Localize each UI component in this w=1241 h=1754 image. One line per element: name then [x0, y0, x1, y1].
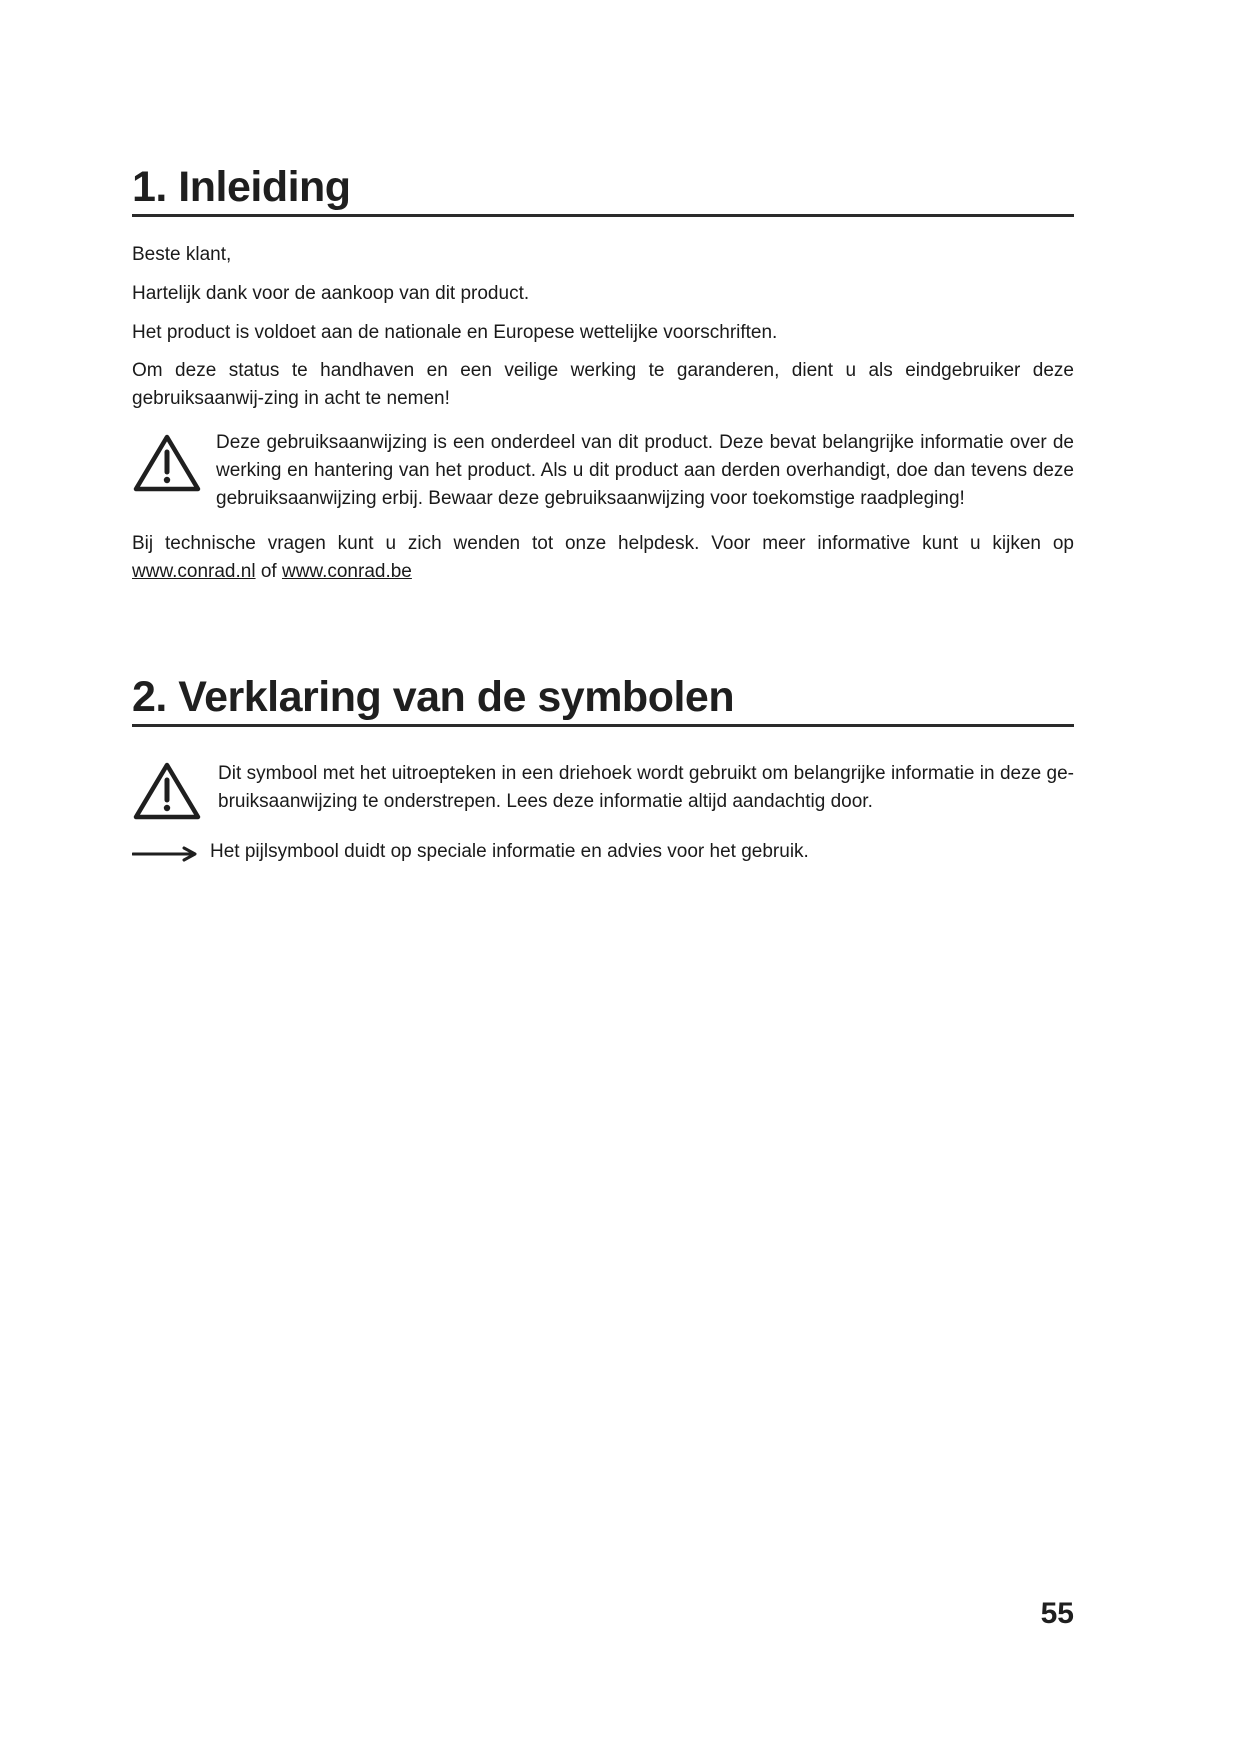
- warning-triangle-icon: [132, 432, 202, 494]
- conrad-nl-link[interactable]: www.conrad.nl: [132, 561, 256, 582]
- section-2-heading: 2. Verklaring van de symbolen: [132, 673, 1074, 727]
- arrow-symbol-text: Het pijlsymbool duidt op speciale informatie en advies voor het gebruik.: [210, 841, 809, 862]
- warning-triangle-icon: [132, 760, 202, 822]
- conrad-be-link[interactable]: www.conrad.be: [281, 561, 412, 582]
- page-number: 55: [1040, 1597, 1074, 1630]
- arrow-right-icon: [132, 846, 198, 862]
- greeting-paragraph: Beste klant,: [132, 244, 232, 265]
- compliance-paragraph: Het product is voldoet aan de nationale en Europese wettelijke voorschriften.: [132, 322, 778, 343]
- helpdesk-or-text: of: [255, 561, 282, 582]
- helpdesk-paragraph: [132, 530, 1074, 586]
- manual-importance-text: Deze gebruiksaanwijzing is een onderdeel van dit product. Deze bevat belangrijke informatie over de werking en hantering van het product. Als u dit product aan derden overhandigt, doe dan tevens deze gebruiksaanwijzing erbij. Bewaar deze gebruiksaanwijzing voor toekomstige raadpleging!: [216, 432, 1074, 509]
- status-paragraph: Om deze status te handhaven en een veilige werking te garanderen, dient u als eindgebruiker deze gebruiksaanwij-zing in acht te nemen!: [132, 360, 1074, 409]
- warning-symbol-explanation: [132, 760, 1074, 824]
- section-1-heading: 1. Inleiding: [132, 163, 1074, 217]
- thanks-paragraph: Hartelijk dank voor de aankoop van dit product.: [132, 283, 530, 304]
- helpdesk-text: Bij technische vragen kunt u zich wenden tot onze helpdesk. Voor meer informative kunt u kijken op: [132, 533, 1074, 554]
- arrow-symbol-explanation: [132, 838, 1074, 868]
- manual-importance-note: [132, 429, 1074, 513]
- warning-symbol-text: Dit symbool met het uitroepteken in een driehoek wordt gebruikt om belangrijke informatie in deze ge-bruiksaanwijzing te onderstrepen. Lees deze informatie altijd aandachtig door.: [218, 763, 1074, 812]
